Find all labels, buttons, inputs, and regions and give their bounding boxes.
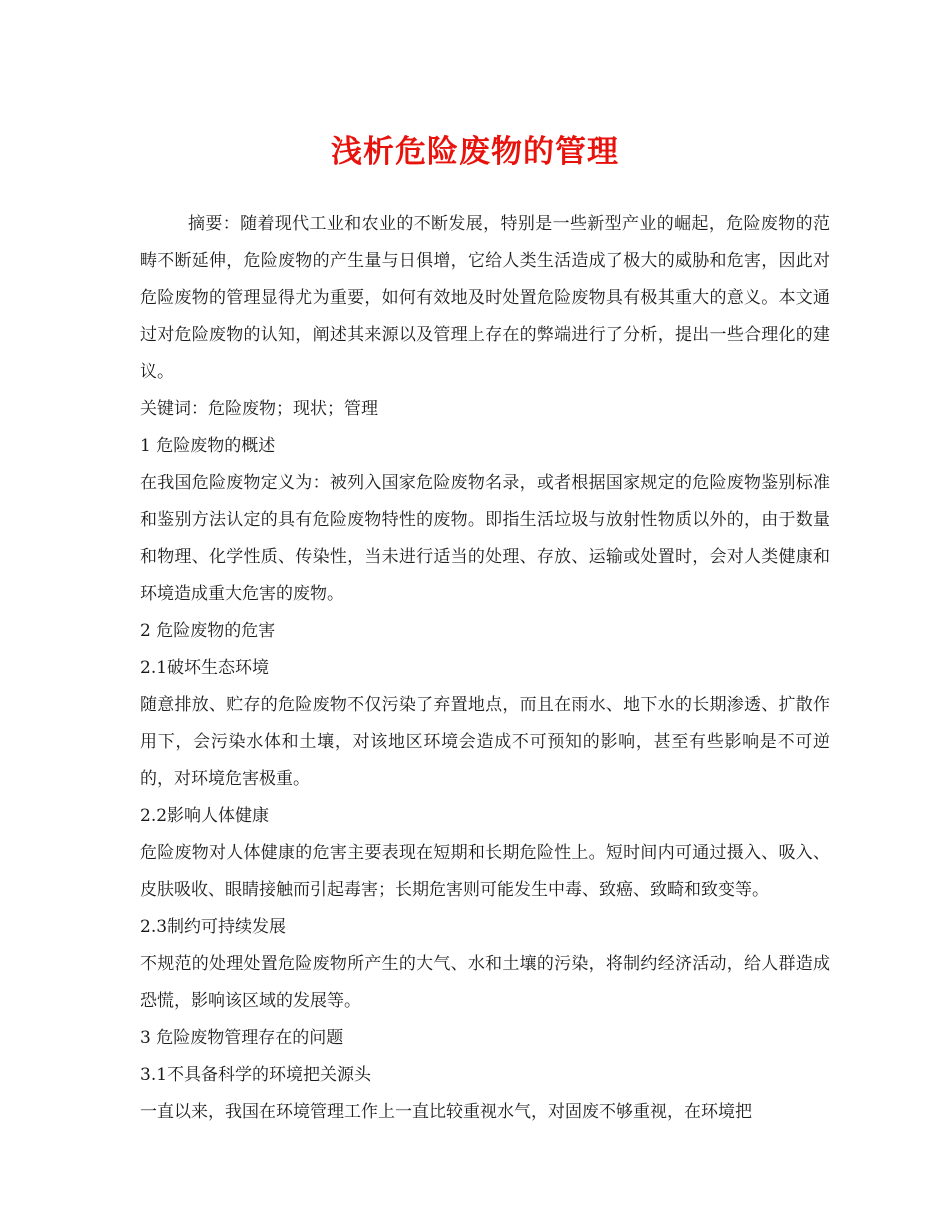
section-1-paragraph: 在我国危险废物定义为：被列入国家危险废物名录，或者根据国家规定的危险废物鉴别标准和鉴别方法认定的具有危险废物特性的废物。即指生活垃圾与放射性物质以外的，由于数量和物理、化学性质、传染性，当未进行适当的处理、存放、运输或处置时，会对人类健康和环境造成重大危害的废物。 bbox=[140, 473, 830, 604]
document-body bbox=[140, 206, 830, 1131]
subsection-3-1-paragraph: 一直以来，我国在环境管理工作上一直比较重视水气，对固废不够重视，在环境把 bbox=[140, 1102, 752, 1122]
section-heading-1: 1 危险废物的概述 bbox=[140, 436, 276, 456]
subsection-heading-2-2: 2.2影响人体健康 bbox=[140, 806, 270, 826]
section-heading-3: 3 危险废物管理存在的问题 bbox=[140, 1028, 344, 1048]
section-heading-2: 2 危险废物的危害 bbox=[140, 621, 276, 641]
subsection-2-2-paragraph: 危险废物对人体健康的危害主要表现在短期和长期危险性上。短时间内可通过摄入、吸入、皮肤吸收、眼睛接触而引起毒害；长期危害则可能发生中毒、致癌、致畸和致变等。 bbox=[140, 843, 830, 900]
keywords-line: 关键词：危险废物；现状；管理 bbox=[140, 399, 378, 419]
subsection-heading-2-3: 2.3制约可持续发展 bbox=[140, 917, 287, 937]
document-title: 浅析危险废物的管理 bbox=[331, 134, 619, 170]
subsection-2-1-paragraph: 随意排放、贮存的危险废物不仅污染了弃置地点，而且在雨水、地下水的长期渗透、扩散作用下，会污染水体和土壤，对该地区环境会造成不可预知的影响，甚至有些影响是不可逆的，对环境危害极重。 bbox=[140, 695, 830, 789]
subsection-2-3-paragraph: 不规范的处理处置危险废物所产生的大气、水和土壤的污染，将制约经济活动，给人群造成恐慌，影响该区域的发展等。 bbox=[140, 954, 830, 1011]
subsection-heading-2-1: 2.1破坏生态环境 bbox=[140, 658, 270, 678]
abstract-paragraph: 摘要：随着现代工业和农业的不断发展，特别是一些新型产业的崛起，危险废物的范畴不断延伸，危险废物的产生量与日俱增，它给人类生活造成了极大的威胁和危害，因此对危险废物的管理显得尤为重要，如何有效地及时处置危险废物具有极其重大的意义。本文通过对危险废物的认知，阐述其来源以及管理上存在的弊端进行了分析，提出一些合理化的建议。 bbox=[140, 214, 830, 382]
subsection-heading-3-1: 3.1不具备科学的环境把关源头 bbox=[140, 1065, 372, 1085]
